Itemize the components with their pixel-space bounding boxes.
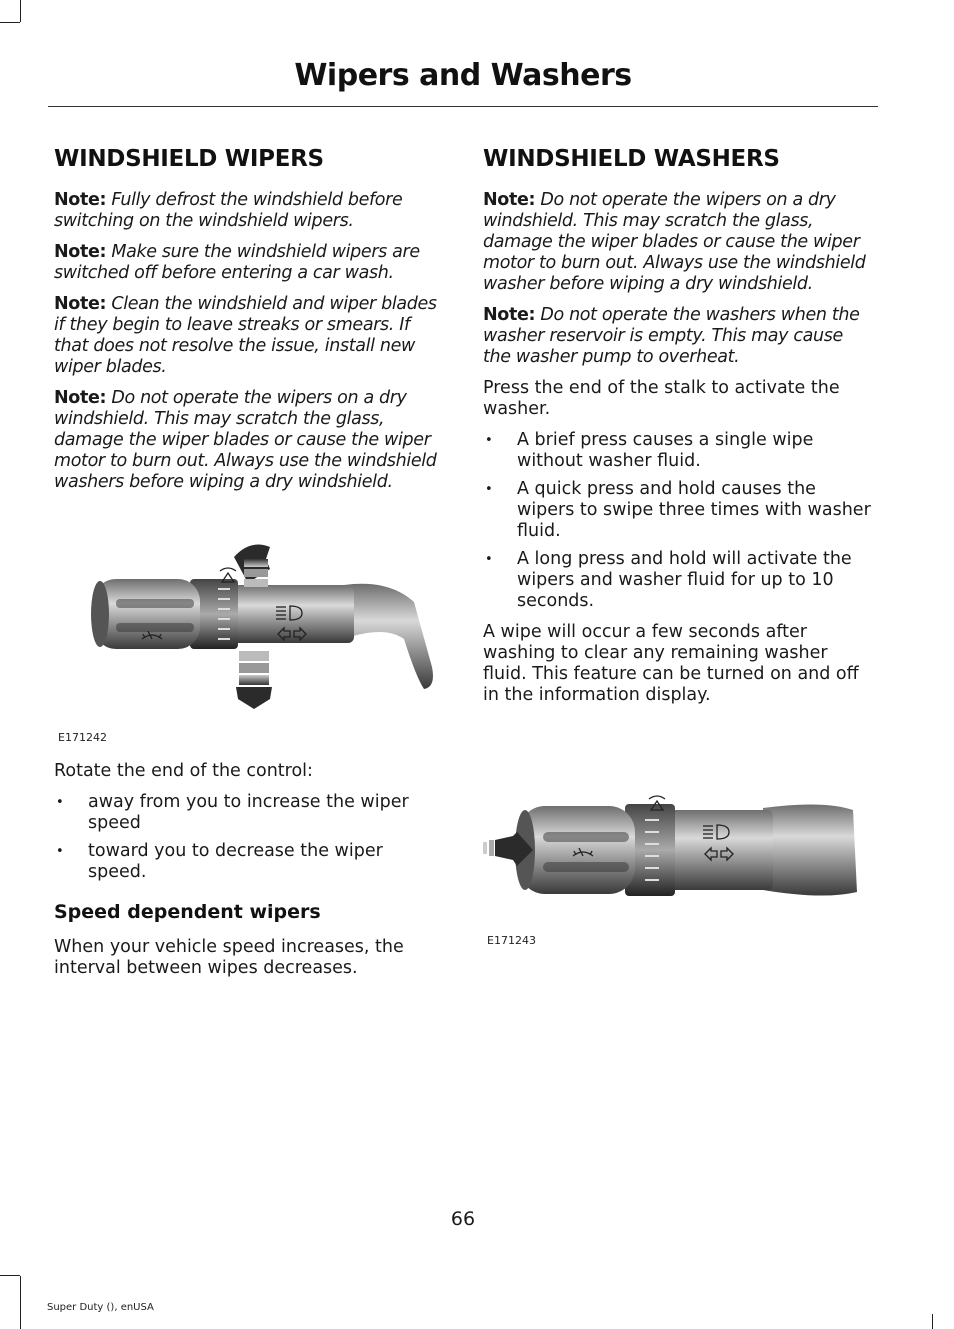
- list-item: • toward you to decrease the wiper speed.: [54, 841, 446, 883]
- list-item: • away from you to increase the wiper speed: [54, 792, 446, 834]
- note: Note: Clean the windshield and wiper blades if they begin to leave streaks or smears. If that does not resolve the issue, install new wiper blades.: [54, 294, 437, 377]
- note: Note: Fully defrost the windshield before switching on the windshield wipers.: [54, 190, 403, 231]
- page-number: 66: [450, 1208, 476, 1230]
- down-arrow-icon: [236, 651, 272, 709]
- press-text: Press the end of the stalk to activate the washer.: [483, 378, 840, 419]
- note: Note: Do not operate the washers when the washer reservoir is empty. This may cause the washer pump to overheat.: [483, 305, 860, 367]
- washer-stalk-figure: [483, 780, 875, 947]
- up-arrow-icon: [234, 545, 270, 587]
- bullet-list: [54, 792, 446, 883]
- speed-text: When your vehicle speed increases, the interval between wipes decreases.: [54, 937, 404, 978]
- title-rule: [48, 106, 878, 107]
- left-column: [54, 146, 446, 989]
- washer-stalk-illustration: [483, 780, 875, 930]
- crop-mark: [0, 1275, 20, 1276]
- note: Note: Do not operate the wipers on a dry windshield. This may scratch the glass, damage the wiper blades or cause the wiper motor to burn out. Always use the windshield washers before wiping a dry windshield.: [54, 388, 437, 492]
- note: Note: Make sure the windshield wipers are switched off before entering a car wash.: [54, 242, 420, 283]
- list-item: • A long press and hold will activate the wipers and washer fluid for up to 10 seconds.: [483, 549, 875, 612]
- crop-mark: [932, 1314, 933, 1329]
- list-item: • A quick press and hold causes the wipers to swipe three times with washer fluid.: [483, 479, 875, 542]
- wiper-stalk-figure: [54, 527, 446, 744]
- crop-mark: [20, 1276, 21, 1329]
- list-item: • A brief press causes a single wipe without washer fluid.: [483, 430, 875, 472]
- wiper-stalk-illustration: [54, 527, 446, 727]
- section-heading-wipers: WINDSHIELD WIPERS: [54, 146, 324, 172]
- doc-info: Super Duty (), enUSA: [47, 1302, 154, 1313]
- right-column: [483, 146, 875, 947]
- crop-mark: [0, 22, 20, 23]
- note: Note: Do not operate the wipers on a dry windshield. This may scratch the glass, damage the wiper blades or cause the wiper motor to burn out. Always use the windshield washer before wiping a dry windshield.: [483, 190, 866, 294]
- wipe-text: A wipe will occur a few seconds after washing to clear any remaining washer fluid. This feature can be turned on and off in the information display.: [483, 622, 859, 705]
- figure-code: E171242: [58, 731, 107, 744]
- subheading-speed-dependent: Speed dependent wipers: [54, 901, 321, 923]
- figure-code: E171243: [487, 934, 536, 947]
- section-heading-washers: WINDSHIELD WASHERS: [483, 146, 780, 172]
- bullet-list: [483, 430, 875, 612]
- crop-mark: [20, 0, 21, 22]
- rotate-intro: Rotate the end of the control:: [54, 761, 313, 781]
- page-title: Wipers and Washers: [294, 58, 632, 93]
